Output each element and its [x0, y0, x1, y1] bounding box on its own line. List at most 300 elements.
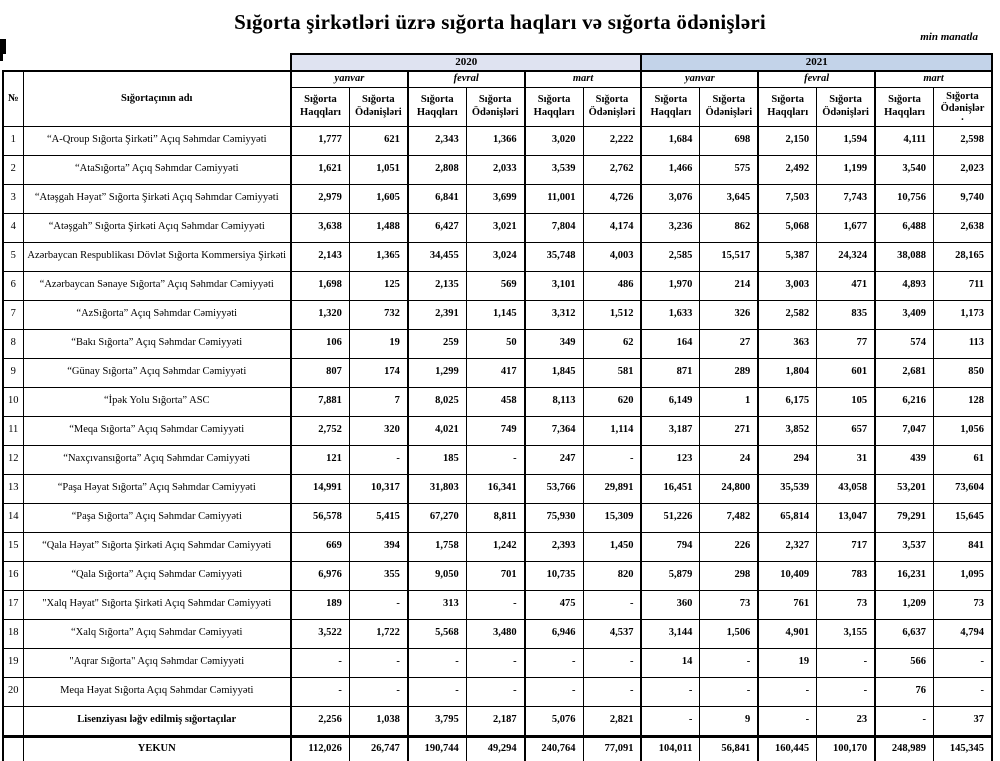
row-number: 3 [3, 184, 23, 213]
value-cell: 2,979 [291, 184, 349, 213]
value-cell: 4,003 [583, 242, 641, 271]
value-cell: 3,852 [758, 416, 816, 445]
value-cell: 24 [700, 445, 758, 474]
table-header [3, 54, 992, 126]
company-name: YEKUN [23, 736, 291, 761]
value-cell: 458 [466, 387, 524, 416]
value-cell: - [583, 445, 641, 474]
value-cell: - [583, 590, 641, 619]
value-cell: 1,056 [933, 416, 992, 445]
value-cell: 1,038 [349, 706, 407, 736]
company-name: “Meqa Sığorta” Açıq Səhmdar Cəmiyyəti [23, 416, 291, 445]
value-cell: 190,744 [408, 736, 466, 761]
value-cell: 10,756 [875, 184, 933, 213]
row-number: 6 [3, 271, 23, 300]
value-cell: 10,735 [525, 561, 583, 590]
value-cell: 7 [349, 387, 407, 416]
value-cell: 4,901 [758, 619, 816, 648]
value-cell: 6,175 [758, 387, 816, 416]
row-total [3, 736, 992, 761]
value-cell: 4,174 [583, 213, 641, 242]
value-cell: 807 [291, 358, 349, 387]
value-cell: 271 [700, 416, 758, 445]
value-cell: 75,930 [525, 503, 583, 532]
table-row [3, 445, 992, 474]
value-cell: 6,488 [875, 213, 933, 242]
value-cell: 104,011 [641, 736, 699, 761]
value-cell: 7,482 [700, 503, 758, 532]
value-cell: - [466, 590, 524, 619]
value-cell: 6,946 [525, 619, 583, 648]
value-cell: 3,539 [525, 155, 583, 184]
value-cell: 49,294 [466, 736, 524, 761]
value-cell: 3,003 [758, 271, 816, 300]
value-cell: 76 [875, 677, 933, 706]
value-cell: 1,450 [583, 532, 641, 561]
month-header-2021-feb: fevral [758, 71, 875, 87]
value-cell: 7,503 [758, 184, 816, 213]
value-cell: 6,149 [641, 387, 699, 416]
value-cell: 1,095 [933, 561, 992, 590]
company-name: “Günay Sığorta” Açıq Səhmdar Cəmiyyəti [23, 358, 291, 387]
value-cell: 125 [349, 271, 407, 300]
value-cell: 326 [700, 300, 758, 329]
value-cell: 7,364 [525, 416, 583, 445]
value-cell: 355 [349, 561, 407, 590]
row-number: 9 [3, 358, 23, 387]
value-cell: 7,881 [291, 387, 349, 416]
value-cell: 16,231 [875, 561, 933, 590]
value-cell: - [349, 445, 407, 474]
row-number: 2 [3, 155, 23, 184]
value-cell: 1,209 [875, 590, 933, 619]
month-header-2020-jan: yanvar [291, 71, 408, 87]
row-number: 11 [3, 416, 23, 445]
value-cell: 6,841 [408, 184, 466, 213]
unit-note: min manatla [920, 31, 978, 43]
value-cell: 62 [583, 329, 641, 358]
value-cell: 43,058 [817, 474, 875, 503]
value-cell: - [700, 648, 758, 677]
value-cell: 1,722 [349, 619, 407, 648]
value-cell: 123 [641, 445, 699, 474]
value-cell: 50 [466, 329, 524, 358]
value-cell: 6,427 [408, 213, 466, 242]
value-cell: 6,637 [875, 619, 933, 648]
column-header-name: Sığortaçının adı [23, 71, 291, 126]
payment-header-last [933, 87, 992, 126]
value-cell: 2,033 [466, 155, 524, 184]
value-cell: 5,076 [525, 706, 583, 736]
table-row [3, 590, 992, 619]
value-cell: 711 [933, 271, 992, 300]
premium-header: Sığorta Haqqları [641, 87, 699, 126]
value-cell: 9 [700, 706, 758, 736]
value-cell: 38,088 [875, 242, 933, 271]
value-cell: 3,645 [700, 184, 758, 213]
value-cell: 27 [700, 329, 758, 358]
value-cell: 31,803 [408, 474, 466, 503]
company-name: "Xalq Həyat" Sığorta Şirkəti Açıq Səhmdar Cəmiyyəti [23, 590, 291, 619]
row-number: 16 [3, 561, 23, 590]
company-name: “Atəşgah Həyat” Sığorta Şirkəti Açıq Səhmdar Cəmiyyəti [23, 184, 291, 213]
value-cell: 363 [758, 329, 816, 358]
company-name: “AtaSığorta” Açıq Səhmdar Cəmiyyəti [23, 155, 291, 184]
value-cell: 164 [641, 329, 699, 358]
value-cell: 1,466 [641, 155, 699, 184]
company-name: Meqa Həyat Sığorta Açıq Səhmdar Cəmiyyəti [23, 677, 291, 706]
row-number: 20 [3, 677, 23, 706]
value-cell: 4,111 [875, 126, 933, 155]
value-cell: 10,317 [349, 474, 407, 503]
value-cell: 5,068 [758, 213, 816, 242]
value-cell: 51,226 [641, 503, 699, 532]
value-cell: 1,804 [758, 358, 816, 387]
table-row [3, 329, 992, 358]
value-cell: - [349, 590, 407, 619]
value-cell: - [700, 677, 758, 706]
value-cell: 298 [700, 561, 758, 590]
value-cell: 56,578 [291, 503, 349, 532]
value-cell: 574 [875, 329, 933, 358]
payment-header: Sığorta Ödənişləri [583, 87, 641, 126]
value-cell: 226 [700, 532, 758, 561]
value-cell: 247 [525, 445, 583, 474]
value-cell: 3,187 [641, 416, 699, 445]
value-cell: - [875, 706, 933, 736]
row-number: 12 [3, 445, 23, 474]
company-name: “Naxçıvansığorta” Açıq Səhmdar Cəmiyyəti [23, 445, 291, 474]
value-cell: 835 [817, 300, 875, 329]
value-cell: 8,113 [525, 387, 583, 416]
value-cell: 145,345 [933, 736, 992, 761]
insurance-table [2, 53, 993, 761]
value-cell: - [641, 706, 699, 736]
month-header-2020-mar: mart [525, 71, 642, 87]
value-cell: - [583, 677, 641, 706]
value-cell: 11,001 [525, 184, 583, 213]
company-name: “Paşa Sığorta” Açıq Səhmdar Cəmiyyəti [23, 503, 291, 532]
premium-header: Sığorta Haqqları [525, 87, 583, 126]
value-cell: 121 [291, 445, 349, 474]
value-cell: 2,492 [758, 155, 816, 184]
table-row [3, 474, 992, 503]
value-cell: 289 [700, 358, 758, 387]
premium-header: Sığorta Haqqları [291, 87, 349, 126]
row-number: 18 [3, 619, 23, 648]
table-row [3, 503, 992, 532]
value-cell: 2,327 [758, 532, 816, 561]
row-number [3, 736, 23, 761]
value-cell: 112,026 [291, 736, 349, 761]
value-cell: 3,101 [525, 271, 583, 300]
value-cell: 4,537 [583, 619, 641, 648]
row-number: 17 [3, 590, 23, 619]
year-2021-header: 2021 [641, 54, 992, 71]
company-name: “Qala Sığorta” Açıq Səhmdar Cəmiyyəti [23, 561, 291, 590]
value-cell: 2,585 [641, 242, 699, 271]
value-cell: 657 [817, 416, 875, 445]
value-cell: 850 [933, 358, 992, 387]
value-cell: 4,726 [583, 184, 641, 213]
value-cell: - [758, 706, 816, 736]
value-cell: 1 [700, 387, 758, 416]
value-cell: 2,222 [583, 126, 641, 155]
value-cell: 360 [641, 590, 699, 619]
value-cell: 61 [933, 445, 992, 474]
payment-header: Sığorta Ödənişləri [817, 87, 875, 126]
month-header-2021-jan: yanvar [641, 71, 758, 87]
value-cell: 35,748 [525, 242, 583, 271]
month-header-2021-mar: mart [875, 71, 992, 87]
value-cell: 669 [291, 532, 349, 561]
value-cell: - [641, 677, 699, 706]
value-cell: 7,743 [817, 184, 875, 213]
value-cell: 79,291 [875, 503, 933, 532]
company-name: “İpək Yolu Sığorta” ASC [23, 387, 291, 416]
value-cell: 189 [291, 590, 349, 619]
value-cell: 621 [349, 126, 407, 155]
value-cell: - [583, 648, 641, 677]
value-cell: 128 [933, 387, 992, 416]
value-cell: 3,522 [291, 619, 349, 648]
value-cell: 566 [875, 648, 933, 677]
value-cell: 3,144 [641, 619, 699, 648]
value-cell: 1,114 [583, 416, 641, 445]
table-row [3, 648, 992, 677]
value-cell: - [817, 648, 875, 677]
value-cell: 394 [349, 532, 407, 561]
value-cell: 77,091 [583, 736, 641, 761]
value-cell: 9,050 [408, 561, 466, 590]
value-cell: 701 [466, 561, 524, 590]
value-cell: 439 [875, 445, 933, 474]
year-2020-header: 2020 [291, 54, 641, 71]
value-cell: - [408, 677, 466, 706]
value-cell: 486 [583, 271, 641, 300]
premium-header: Sığorta Haqqları [875, 87, 933, 126]
value-cell: 15,645 [933, 503, 992, 532]
value-cell: 37 [933, 706, 992, 736]
value-cell: 3,076 [641, 184, 699, 213]
row-number: 10 [3, 387, 23, 416]
value-cell: 1,199 [817, 155, 875, 184]
value-cell: 5,568 [408, 619, 466, 648]
value-cell: 53,766 [525, 474, 583, 503]
value-cell: 10,409 [758, 561, 816, 590]
value-cell: 31 [817, 445, 875, 474]
value-cell: 7,047 [875, 416, 933, 445]
value-cell: 6,976 [291, 561, 349, 590]
value-cell: 77 [817, 329, 875, 358]
row-number: 13 [3, 474, 23, 503]
value-cell: 14 [641, 648, 699, 677]
value-cell: 698 [700, 126, 758, 155]
value-cell: 19 [349, 329, 407, 358]
payment-header: Sığorta Ödənişləri [700, 87, 758, 126]
table-row [3, 300, 992, 329]
company-name: “AzSığorta” Açıq Səhmdar Cəmiyyəti [23, 300, 291, 329]
company-name: “Qala Həyat” Sığorta Şirkəti Açıq Səhmdar Cəmiyyəti [23, 532, 291, 561]
value-cell: 3,409 [875, 300, 933, 329]
value-cell: 2,638 [933, 213, 992, 242]
value-cell: 2,582 [758, 300, 816, 329]
value-cell: 1,633 [641, 300, 699, 329]
value-cell: 73 [817, 590, 875, 619]
value-cell: 313 [408, 590, 466, 619]
value-cell: 3,236 [641, 213, 699, 242]
value-cell: 3,537 [875, 532, 933, 561]
value-cell: - [525, 677, 583, 706]
table-body [3, 126, 992, 761]
row-number: 19 [3, 648, 23, 677]
company-name: “Paşa Həyat Sığorta” Açıq Səhmdar Cəmiyyəti [23, 474, 291, 503]
company-name: “Atəşgah” Sığorta Şirkəti Açıq Səhmdar Cəmiyyəti [23, 213, 291, 242]
value-cell: 2,821 [583, 706, 641, 736]
value-cell: 3,024 [466, 242, 524, 271]
value-cell: 4,021 [408, 416, 466, 445]
value-cell: 2,598 [933, 126, 992, 155]
value-cell: 185 [408, 445, 466, 474]
value-cell: - [758, 677, 816, 706]
value-cell: 794 [641, 532, 699, 561]
value-cell: 26,747 [349, 736, 407, 761]
value-cell: 1,145 [466, 300, 524, 329]
value-cell: 1,777 [291, 126, 349, 155]
value-cell: 871 [641, 358, 699, 387]
value-cell: 320 [349, 416, 407, 445]
value-cell: 3,638 [291, 213, 349, 242]
table-row [3, 271, 992, 300]
row-number: 1 [3, 126, 23, 155]
value-cell: 1,677 [817, 213, 875, 242]
value-cell: - [466, 677, 524, 706]
company-name: “Bakı Sığorta” Açıq Səhmdar Cəmiyyəti [23, 329, 291, 358]
value-cell: 4,893 [875, 271, 933, 300]
value-cell: 14,991 [291, 474, 349, 503]
column-header-no: № [3, 71, 23, 126]
value-cell: 1,621 [291, 155, 349, 184]
value-cell: 1,299 [408, 358, 466, 387]
value-cell: 1,758 [408, 532, 466, 561]
value-cell: 2,143 [291, 242, 349, 271]
blank-corner [3, 54, 291, 71]
value-cell: 749 [466, 416, 524, 445]
table-row [3, 213, 992, 242]
table-row [3, 242, 992, 271]
value-cell: 3,540 [875, 155, 933, 184]
company-name: “Xalq Sığorta” Açıq Səhmdar Cəmiyyəti [23, 619, 291, 648]
premium-header: Sığorta Haqqları [408, 87, 466, 126]
value-cell: 1,365 [349, 242, 407, 271]
value-cell: 53,201 [875, 474, 933, 503]
value-cell: - [349, 648, 407, 677]
value-cell: 761 [758, 590, 816, 619]
value-cell: 29,891 [583, 474, 641, 503]
value-cell: - [817, 677, 875, 706]
value-cell: 1,684 [641, 126, 699, 155]
row-number: 5 [3, 242, 23, 271]
month-header-2020-feb: fevral [408, 71, 525, 87]
value-cell: 475 [525, 590, 583, 619]
value-cell: 259 [408, 329, 466, 358]
value-cell: 1,173 [933, 300, 992, 329]
table-row [3, 358, 992, 387]
table-row [3, 387, 992, 416]
value-cell: 56,841 [700, 736, 758, 761]
value-cell: 2,681 [875, 358, 933, 387]
value-cell: 6,216 [875, 387, 933, 416]
company-name: "Aqrar Sığorta" Açıq Səhmdar Cəmiyyəti [23, 648, 291, 677]
value-cell: - [525, 648, 583, 677]
value-cell: 15,517 [700, 242, 758, 271]
company-name: Lisenziyası ləğv edilmiş sığortaçılar [23, 706, 291, 736]
value-cell: 73,604 [933, 474, 992, 503]
value-cell: 106 [291, 329, 349, 358]
row-number: 8 [3, 329, 23, 358]
payment-header-last-label: Sığorta Ödənişlər [940, 91, 985, 115]
value-cell: - [933, 648, 992, 677]
value-cell: 34,455 [408, 242, 466, 271]
value-cell: 3,480 [466, 619, 524, 648]
value-cell: 3,155 [817, 619, 875, 648]
value-cell: 5,387 [758, 242, 816, 271]
value-cell: 2,187 [466, 706, 524, 736]
value-cell: 8,025 [408, 387, 466, 416]
value-cell: 214 [700, 271, 758, 300]
table-row [3, 155, 992, 184]
value-cell: 105 [817, 387, 875, 416]
value-cell: - [349, 677, 407, 706]
value-cell: 2,808 [408, 155, 466, 184]
value-cell: 4,794 [933, 619, 992, 648]
value-cell: 1,845 [525, 358, 583, 387]
page-title: Sığorta şirkətləri üzrə sığorta haqları və sığorta ödənişləri [234, 10, 766, 34]
table-row [3, 561, 992, 590]
value-cell: 783 [817, 561, 875, 590]
value-cell: 3,699 [466, 184, 524, 213]
month-row [3, 71, 992, 87]
value-cell: 1,605 [349, 184, 407, 213]
value-cell: 1,506 [700, 619, 758, 648]
value-cell: 471 [817, 271, 875, 300]
value-cell: 15,309 [583, 503, 641, 532]
value-cell: 67,270 [408, 503, 466, 532]
value-cell: 2,391 [408, 300, 466, 329]
value-cell: 73 [933, 590, 992, 619]
value-cell: 601 [817, 358, 875, 387]
value-cell: 1,970 [641, 271, 699, 300]
table-row [3, 619, 992, 648]
company-name: Azərbaycan Respublikası Dövlət Sığorta Kommersiya Şirkəti [23, 242, 291, 271]
company-name: “Azərbaycan Sənaye Sığorta” Açıq Səhmdar Cəmiyyəti [23, 271, 291, 300]
value-cell: 16,341 [466, 474, 524, 503]
value-cell: 113 [933, 329, 992, 358]
value-cell: 2,023 [933, 155, 992, 184]
value-cell: 248,989 [875, 736, 933, 761]
row-number: 4 [3, 213, 23, 242]
value-cell: 2,752 [291, 416, 349, 445]
value-cell: 1,698 [291, 271, 349, 300]
row-number: 15 [3, 532, 23, 561]
value-cell: 1,242 [466, 532, 524, 561]
value-cell: 3,020 [525, 126, 583, 155]
value-cell: 1,051 [349, 155, 407, 184]
value-cell: 841 [933, 532, 992, 561]
value-cell: 717 [817, 532, 875, 561]
value-cell: 3,795 [408, 706, 466, 736]
premium-header: Sığorta Haqqları [758, 87, 816, 126]
